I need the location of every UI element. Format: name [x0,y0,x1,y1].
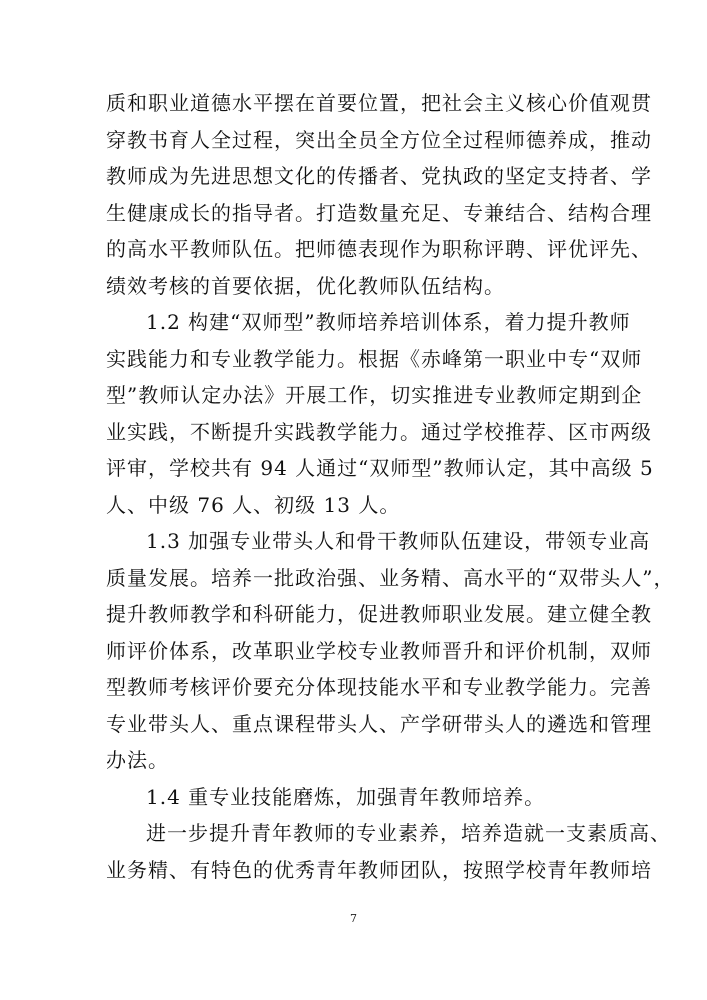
page-number: 7 [350,912,357,925]
text-line: 业实践，不断提升实践教学能力。通过学校推荐、区市两级 [106,419,652,444]
text-line: 型”教师认定办法》开展工作，切实推进专业教师定期到企 [106,383,643,407]
text-line: 实践能力和专业教学能力。根据《赤峰第一职业中专“双师 [106,346,643,371]
text-line: 绩效考核的首要依据，优化教师队伍结构。 [106,273,505,298]
text-line: 生健康成长的指导者。打造数量充足、专兼结合、结构合理 [106,200,652,225]
text-line: 办法。 [106,748,169,772]
body-text [106,85,675,888]
section-1-2-heading-line: 1.2 构建“双师型”教师培养培训体系，着力提升教师 [146,310,631,334]
section-1-4-heading-line: 1.4 重专业技能磨炼，加强青年教师培养。 [146,784,546,809]
text-line: 专业带头人、重点课程带头人、产学研带头人的遴选和管理 [106,711,652,736]
text-line: 业务精、有特色的优秀青年教师团队，按照学校青年教师培 [106,857,652,882]
section-1-3-heading-line: 1.3 加强专业带头人和骨干教师队伍建设，带领专业高 [146,529,651,553]
text-line: 进一步提升青年教师的专业素养，培养造就一支素质高、 [146,821,671,845]
text-line: 提升教师教学和科研能力，促进教师职业发展。建立健全教 [106,602,652,626]
text-line: 质和职业道德水平摆在首要位置，把社会主义核心价值观贯 [106,91,652,115]
text-line: 评审，学校共有 94 人通过“双师型”教师认定，其中高级 5 [106,456,654,480]
text-line: 教师成为先进思想文化的传播者、党执政的坚定支持者、学 [106,164,652,188]
text-line: 穿教书育人全过程，突出全员全方位全过程师德养成，推动 [106,127,652,152]
text-line: 型教师考核评价要充分体现技能水平和专业教学能力。完善 [106,675,652,699]
text-line: 的高水平教师队伍。把师德表现作为职称评聘、评优评先、 [106,237,652,261]
text-line: 质量发展。培养一批政治强、业务精、高水平的“双带头人”， [106,565,675,590]
text-line: 人、中级 76 人、初级 13 人。 [106,492,401,517]
text-line: 师评价体系，改革职业学校专业教师晋升和评价机制，双师 [106,638,652,663]
